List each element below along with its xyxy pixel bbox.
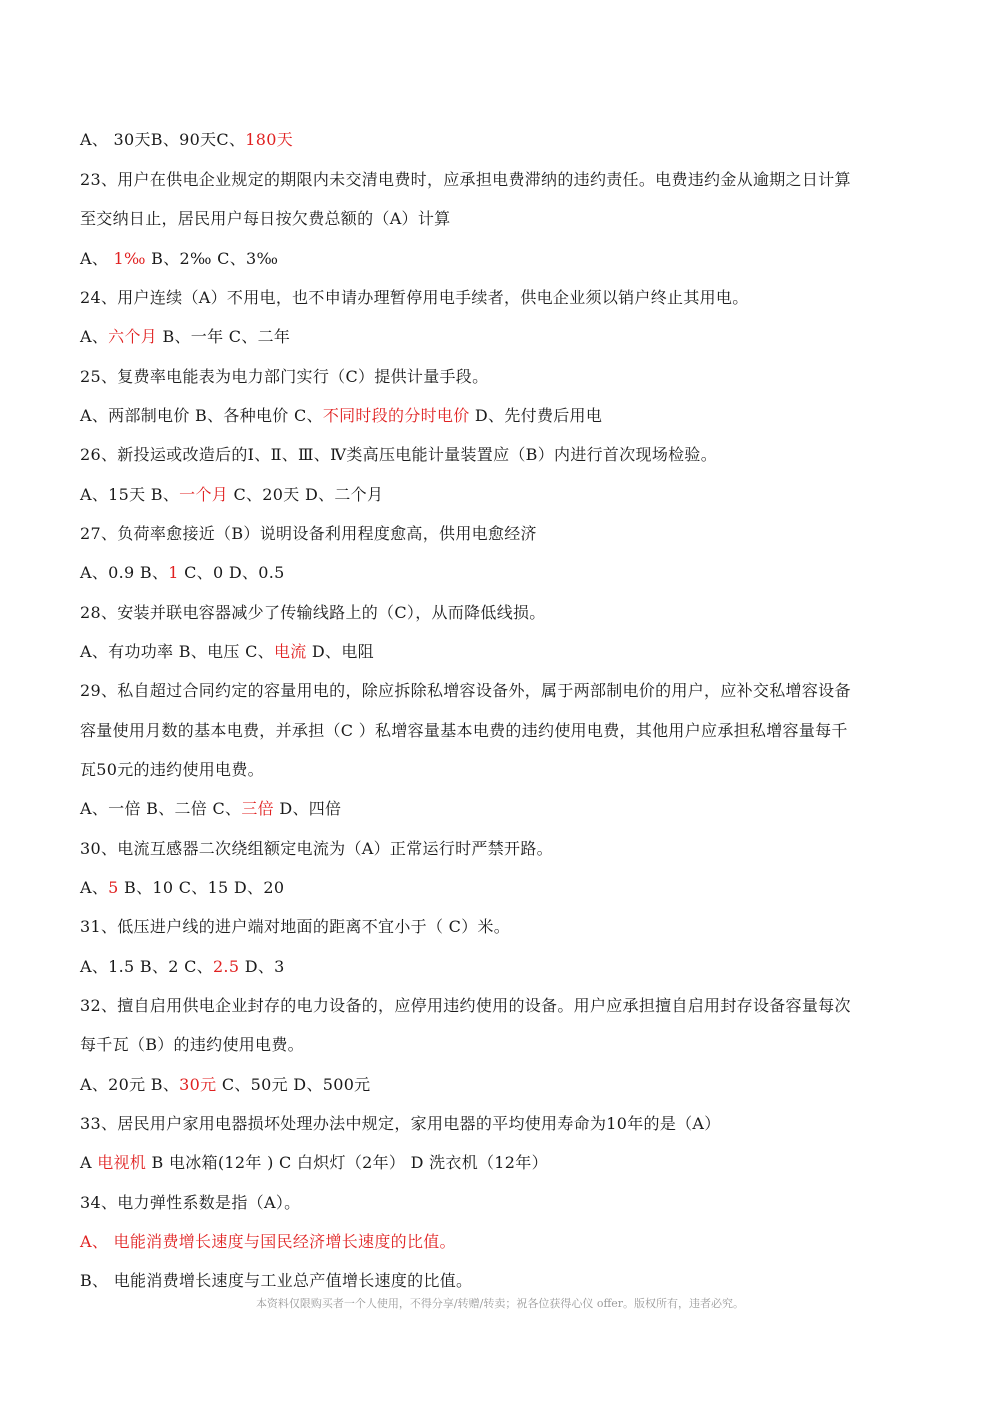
line-2 (80, 169, 925, 191)
answer-highlight: 5 (108, 878, 119, 897)
line-text: A、 30天B、90天C、 (80, 130, 246, 149)
line-text: B、10 C、15 D、20 (118, 878, 285, 897)
line-25 (80, 1074, 925, 1096)
answer-highlight: 2.5 (212, 957, 240, 976)
line-text: D、电阻 (306, 642, 374, 661)
line-11 (80, 523, 925, 545)
line-16 (80, 720, 925, 742)
line-text: B 电冰箱(12年 ) C 白炽灯（2年） D 洗衣机（12年） (146, 1153, 548, 1172)
line-text: 33、居民用户家用电器损坏处理办法中规定，家用电器的平均使用寿命为10年的是（A） (80, 1114, 721, 1133)
answer-highlight: 1 (168, 563, 179, 582)
line-text: C、50元 D、500元 (216, 1075, 371, 1094)
line-3 (80, 208, 925, 230)
line-1 (80, 129, 925, 151)
line-27 (80, 1152, 925, 1174)
answer-highlight: 30元 (179, 1075, 217, 1094)
line-text: A、 (80, 249, 114, 268)
line-text: 30、电流互感器二次绕组额定电流为（A）正常运行时严禁开路。 (80, 839, 553, 858)
line-text: 至交纳日止，居民用户每日按欠费总额的（A）计算 (80, 209, 451, 228)
line-24 (80, 1034, 925, 1056)
line-19 (80, 838, 925, 860)
line-13 (80, 602, 925, 624)
line-17 (80, 759, 925, 781)
line-text: D、四倍 (273, 799, 342, 818)
line-6 (80, 326, 925, 348)
answer-highlight: 不同时段的分时电价 (322, 406, 470, 425)
line-18 (80, 798, 925, 820)
answer-highlight: A、 (80, 1232, 114, 1251)
line-text: C、20天 D、二个月 (228, 485, 384, 504)
line-text: A (80, 1153, 98, 1172)
line-text: 31、低压进户线的进户端对地面的距离不宜小于（ C）米。 (80, 917, 511, 936)
line-text: 27、负荷率愈接近（B）说明设备利用程度愈高，供用电愈经济 (80, 524, 537, 543)
line-29 (80, 1231, 925, 1253)
line-text: 每千瓦（B）的违约使用电费。 (80, 1035, 304, 1054)
line-text: 瓦50元的违约使用电费。 (80, 760, 264, 779)
answer-highlight: 三倍 (241, 799, 274, 818)
line-text: A、两部制电价 B、各种电价 C、 (80, 406, 323, 425)
line-text: 25、复费率电能表为电力部门实行（C）提供计量手段。 (80, 367, 489, 386)
line-text: B、一年 C、二年 (157, 327, 291, 346)
answer-highlight: 电能消费增长速度与国民经济增长速度的比值。 (113, 1232, 456, 1251)
line-8 (80, 405, 925, 427)
line-text: A、一倍 B、二倍 C、 (80, 799, 242, 818)
line-23 (80, 995, 925, 1017)
line-text: C、0 D、0.5 (178, 563, 285, 582)
line-4 (80, 248, 925, 270)
answer-highlight: 电流 (273, 642, 307, 661)
line-text: 24、用户连续（A）不用电，也不申请办理暂停用电手续者，供电企业须以销户终止其用电。 (80, 288, 749, 307)
line-text: A、1.5 B、2 C、 (80, 957, 213, 976)
line-22 (80, 956, 925, 978)
line-text: 29、私自超过合同约定的容量用电的，除应拆除私增容设备外，属于两部制电价的用户，应补交私增容设备 (80, 681, 851, 700)
line-20 (80, 877, 925, 899)
answer-highlight: 180天 (245, 130, 294, 149)
line-text: A、有功功率 B、电压 C、 (80, 642, 274, 661)
line-text: D、先付费后用电 (469, 406, 603, 425)
line-text: 28、安装并联电容器减少了传输线路上的（C），从而降低线损。 (80, 603, 546, 622)
line-7 (80, 366, 925, 388)
line-text: 26、新投运或改造后的Ⅰ、Ⅱ、Ⅲ、Ⅳ类高压电能计量装置应（B）内进行首次现场检验。 (80, 445, 718, 464)
line-14 (80, 641, 925, 663)
line-text: B、2‰ C、3‰ (145, 249, 279, 268)
line-30 (80, 1270, 925, 1292)
line-text: 容量使用月数的基本电费，并承担（C ）私增容量基本电费的违约使用电费，其他用户应承担私增容量每千 (80, 721, 848, 740)
line-text: A、0.9 B、 (80, 563, 169, 582)
line-26 (80, 1113, 925, 1135)
line-text: 34、电力弹性系数是指（A）。 (80, 1193, 301, 1212)
line-10 (80, 484, 925, 506)
answer-highlight: 一个月 (179, 485, 229, 504)
answer-highlight: 1‰ (113, 249, 146, 268)
line-text: 32、擅自启用供电企业封存的电力设备的，应停用违约使用的设备。用户应承担擅自启用封存设备容量每次 (80, 996, 851, 1015)
line-text: A、20元 B、 (80, 1075, 180, 1094)
line-15 (80, 680, 925, 702)
line-text: A、15天 B、 (80, 485, 180, 504)
answer-highlight: 六个月 (108, 327, 158, 346)
line-28 (80, 1192, 925, 1214)
line-21 (80, 916, 925, 938)
copyright-footer: 本资料仅限购买者一个人使用，不得分享/转赠/转卖；祝各位获得心仪 offer。版权所有，违者必究。 (255, 1297, 745, 1310)
line-text: D、3 (239, 957, 285, 976)
line-text: B、 电能消费增长速度与工业总产值增长速度的比值。 (80, 1271, 473, 1290)
line-5 (80, 287, 925, 309)
line-9 (80, 444, 925, 466)
line-text: A、 (80, 327, 109, 346)
line-text: 23、用户在供电企业规定的期限内未交清电费时，应承担电费滞纳的违约责任。电费违约金从逾期之日计算 (80, 170, 851, 189)
line-text: A、 (80, 878, 109, 897)
answer-highlight: 电视机 (97, 1153, 147, 1172)
line-12 (80, 562, 925, 584)
